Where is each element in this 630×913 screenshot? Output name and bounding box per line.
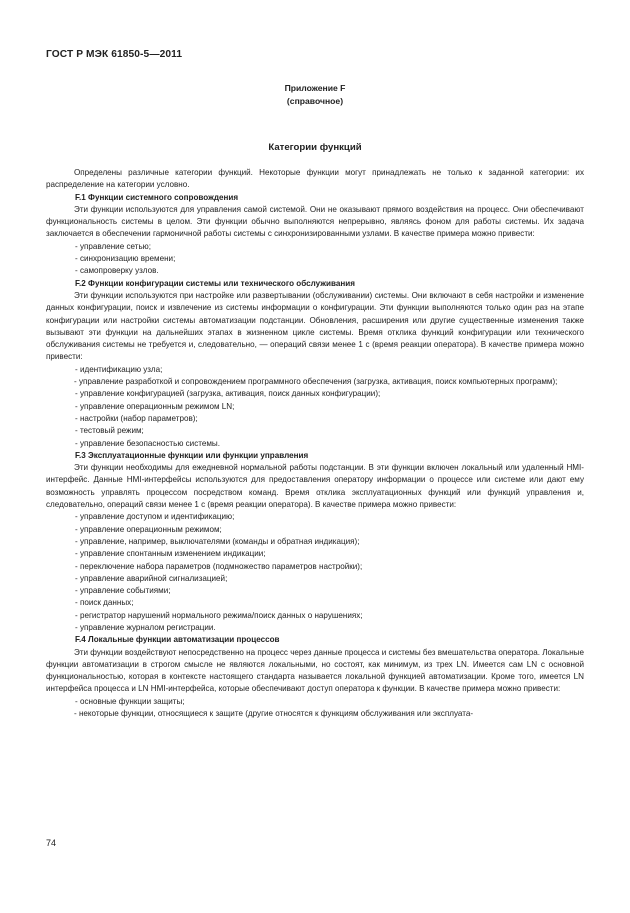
list-item: - управление безопасностью системы. xyxy=(75,438,220,448)
list-item: - идентификацию узла; xyxy=(75,364,163,374)
list-item: - управление конфигурацией (загрузка, активация, поиск данных конфигурации); xyxy=(75,389,381,399)
list-item: - переключение набора параметров (подмножество параметров настройки); xyxy=(75,561,363,571)
section-heading-f3: F.3 Эксплуатационные функции или функции управления xyxy=(75,450,309,460)
list-item: - управление аварийной сигнализацией; xyxy=(75,573,228,583)
list-item: - управление журналом регистрации. xyxy=(75,622,216,632)
section-heading-f1: F.1 Функции системного сопровождения xyxy=(75,192,239,202)
list-item: - управление сетью; xyxy=(75,241,151,251)
section-text-f2: Эти функции используются при настройке или развертывании (обслуживании) системы. Они включают в себя настройки и изменение данных конфигурации, поиск и извлечение из системы информации о конфигурации. Эти функции выполняются только один раз на этапе конфигурации или настройки системы автоматизации подстанции. Обновления, расширения или другие существенные изменения также вызывают эти функции на дальнейших этапах в жизненном цикле системы. Время отклика функций конфигурации или технического обслуживания системы не требуется и, следовательно, — операций связи менее 1 с (время реакции оператора). В качестве примера можно привести: xyxy=(46,290,584,362)
list-item: - синхронизацию времени; xyxy=(75,254,176,264)
list-item: - управление операционным режимом LN; xyxy=(75,401,235,411)
list-item: - управление, например, выключателями (команды и обратная индикация); xyxy=(75,536,360,546)
intro-paragraph: Определены различные категории функций. Некоторые функции могут принадлежать не только к заданной категории: их распределение на категории условно. xyxy=(46,168,584,190)
standard-header: ГОСТ Р МЭК 61850-5—2011 xyxy=(46,49,183,60)
section-text-f4: Эти функции воздействуют непосредственно на процесс через данные процесса и системы без вмешательства оператора. Локальные функции автоматизации в строгом смысле не являются локальными, но состоят, как минимум, из трех LN. Имеется сам LN с основной функциональностью, которая в контексте настоящего стандарта называется локальной функцией автоматизации. Кроме того, имеется LN интерфейса процесса и LN HMI-интерфейса, которые обеспечивают доступ оператора к функции. В качестве примера можно привести: xyxy=(46,647,584,694)
section-text-f1: Эти функции используются для управления самой системой. Они не оказывают прямого воздействия на процесс. Они обеспечивают функциональность системы в целом. Эти функции обычно выполняются непрерывно, являясь фоном для работы системы. Их задача заключается в обеспечении гармоничной работы системы с синхронизированными узлами. В качестве примера можно привести: xyxy=(46,204,584,239)
page-title: Категории функций xyxy=(268,142,362,153)
document-body xyxy=(46,167,584,720)
list-item: - настройки (набор параметров); xyxy=(75,413,198,423)
page-number: 74 xyxy=(46,838,57,848)
appendix-note: (справочное) xyxy=(286,96,344,106)
list-item: - некоторые функции, относящиеся к защите (другие относятся к функциям обслуживания или эксплуата- xyxy=(74,709,474,719)
list-item: - самопроверку узлов. xyxy=(75,266,159,276)
section-heading-f4: F.4 Локальные функции автоматизации процессов xyxy=(75,635,280,645)
list-item: - управление доступом и идентификацию; xyxy=(75,512,235,522)
list-item: - основные функции защиты; xyxy=(75,696,185,706)
list-item: - управление разработкой и сопровождением программного обеспечения (загрузка, активация, поиск компьютерных программ); xyxy=(74,377,558,387)
section-heading-f2: F.2 Функции конфигурации системы или технического обслуживания xyxy=(75,278,355,288)
list-item: - управление спонтанным изменением индикации; xyxy=(75,549,266,559)
list-item: - управление событиями; xyxy=(75,586,171,596)
list-item: - тестовый режим; xyxy=(75,426,144,436)
list-item: - поиск данных; xyxy=(75,598,134,608)
list-item: - управление операционным режимом; xyxy=(75,524,222,534)
section-text-f3: Эти функции необходимы для ежедневной нормальной работы подстанции. В эти функции включен локальный или удаленный HMI-интерфейс. Данные HMI-интерфейсы используются для предоставления оператору информации о процессе или системе или дают ему возможность управлять процессом посредством команд. Время отклика эксплуатационных функций или функций управления и, следовательно, операций связи менее 1 с (время реакции оператора). В качестве примера можно привести: xyxy=(46,463,584,510)
appendix-title: Приложение F xyxy=(284,83,346,93)
list-item: - регистратор нарушений нормального режима/поиск данных о нарушениях; xyxy=(75,610,363,620)
